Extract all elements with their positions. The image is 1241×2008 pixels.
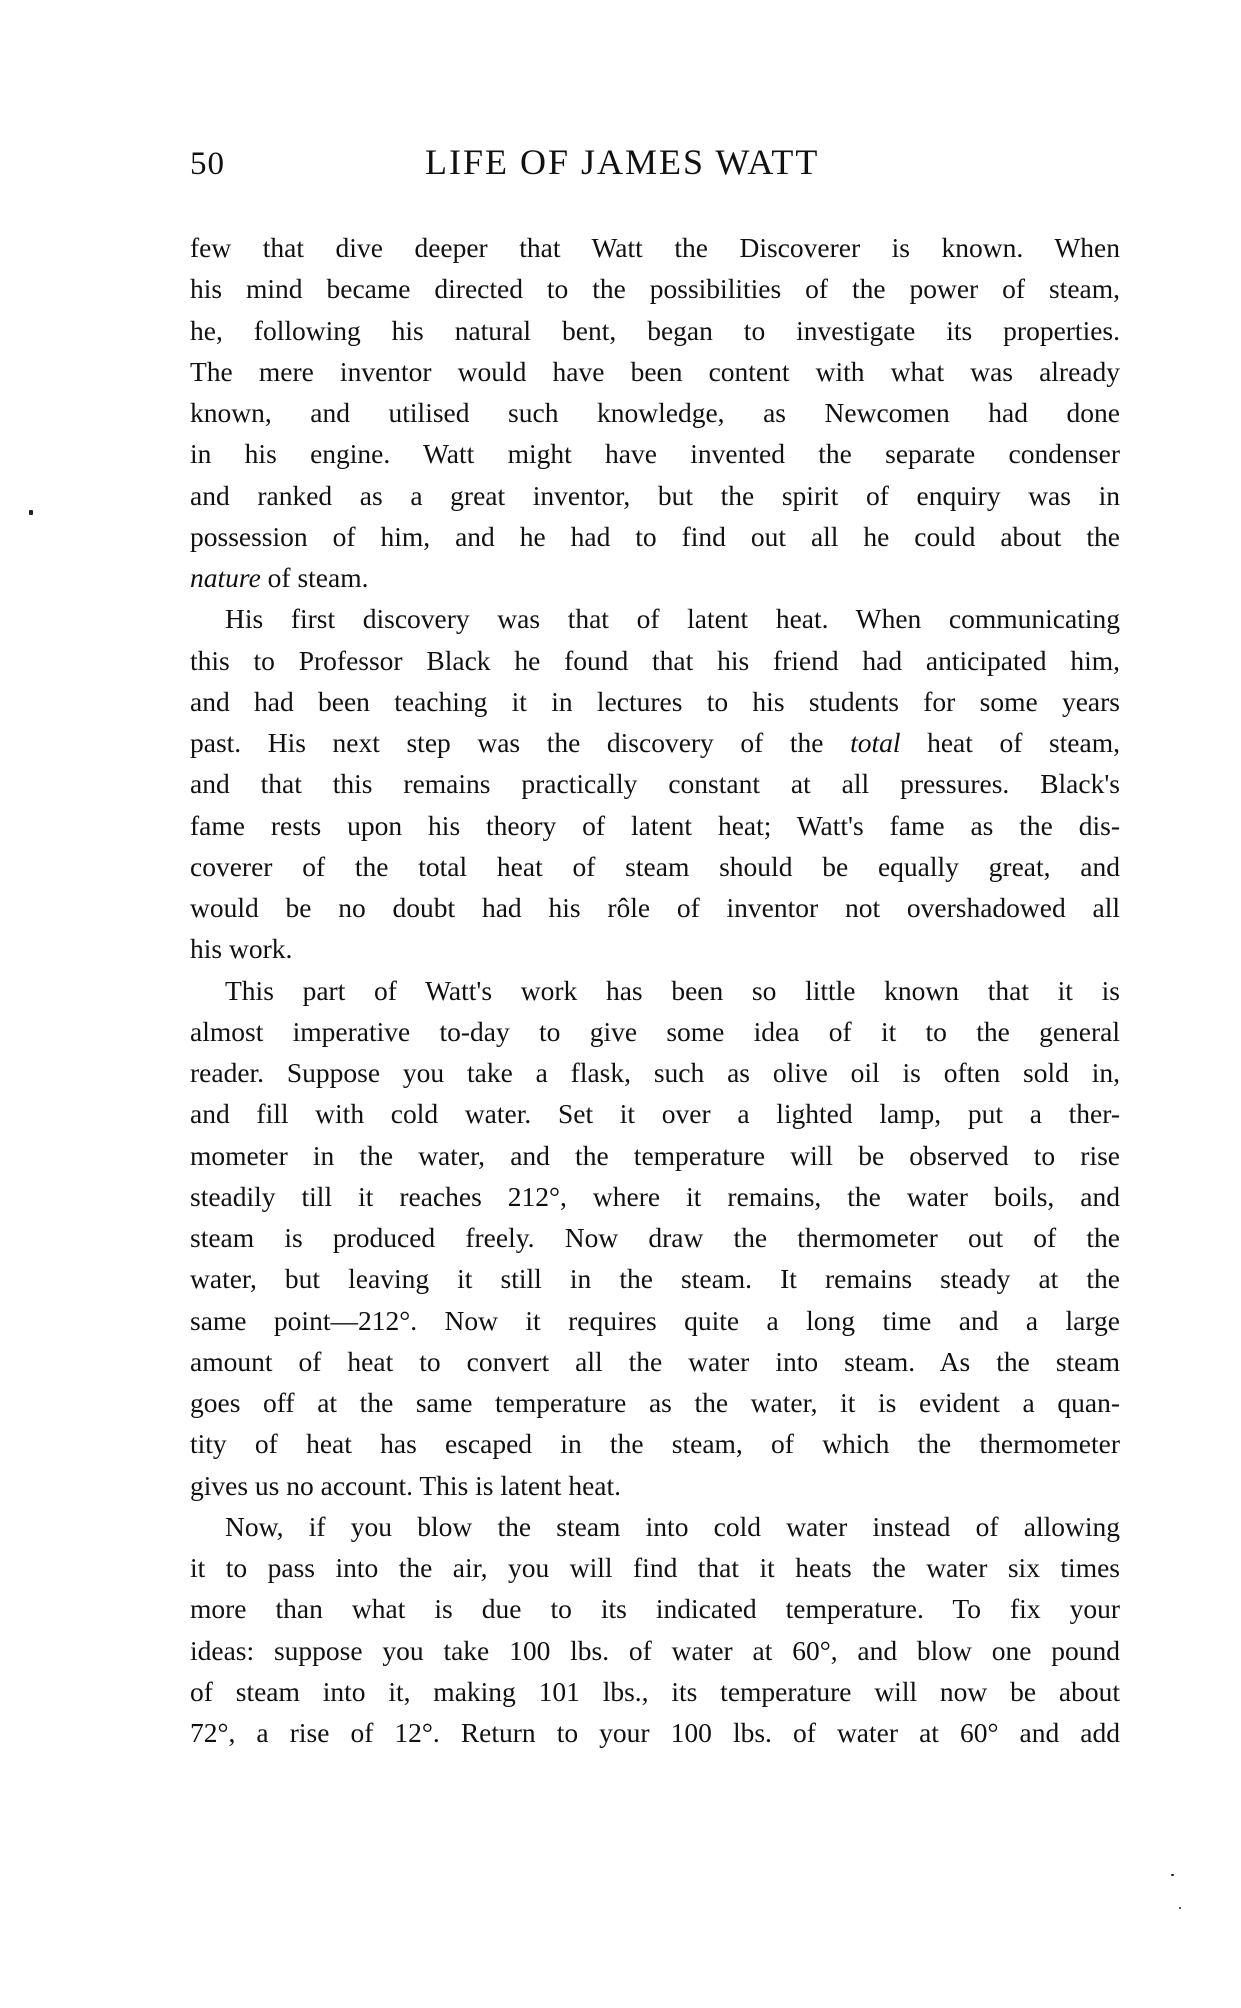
text-line: tity of heat has escaped in the steam, of which the thermometer	[190, 1428, 1120, 1460]
paragraph-2	[190, 598, 1120, 969]
text-line: few that dive deeper that Watt the Discoverer is known. When	[190, 232, 1120, 263]
text-line: amount of heat to convert all the water into steam. As the steam	[190, 1345, 1120, 1377]
text-line: it to pass into the air, you will find that it heats the water six times	[190, 1552, 1120, 1583]
text-line: gives us no account. This is latent heat.	[190, 1469, 622, 1501]
text-line: and fill with cold water. Set it over a lighted lamp, put a ther-	[190, 1098, 1120, 1130]
text-line: goes off at the same temperature as the water, it is evident a quan-	[190, 1387, 1120, 1418]
scan-speck	[29, 510, 33, 515]
text-line: 72°, a rise of 12°. Return to your 100 lbs. of water at 60° and add	[190, 1717, 1120, 1748]
text-line: and had been teaching it in lectures to his students for some years	[190, 685, 1120, 717]
text-line: This part of Watt's work has been so little known that it is	[225, 974, 1120, 1006]
text-fragment: of steam.	[260, 562, 369, 593]
text-line: would be no doubt had his rôle of inventor not overshadowed all	[190, 892, 1120, 923]
text-line: in his engine. Watt might have invented the separate condenser	[190, 438, 1120, 470]
scan-speck	[1171, 1874, 1174, 1876]
paragraph-1	[190, 227, 1120, 598]
text-line: possession of him, and he had to find out all he could about the	[190, 520, 1120, 552]
paragraph-3	[190, 970, 1120, 1506]
text-line: almost imperative to-day to give some idea of it to the general	[190, 1015, 1120, 1047]
text-line: and ranked as a great inventor, but the spirit of enquiry was in	[190, 479, 1120, 511]
text-line: fame rests upon his theory of latent heat; Watt's fame as the dis-	[190, 809, 1120, 841]
running-head	[190, 140, 1120, 184]
book-title: LIFE OF JAMES WATT	[425, 142, 820, 182]
text-fragment: past. His next step was the discovery of the	[190, 727, 851, 758]
body-text	[190, 227, 1120, 1753]
paragraph-4	[190, 1506, 1120, 1754]
text-line: his work.	[190, 933, 293, 965]
text-line: mometer in the water, and the temperature will be observed to rise	[190, 1139, 1120, 1171]
text-line: reader. Suppose you take a flask, such as olive oil is often sold in,	[190, 1057, 1120, 1088]
italic-word: total	[850, 727, 901, 758]
text-line: of steam into it, making 101 lbs., its temperature will now be about	[190, 1675, 1120, 1707]
text-line: His first discovery was that of latent heat. When communicating	[225, 603, 1120, 635]
text-line: The mere inventor would have been content with what was already	[190, 355, 1120, 387]
text-line	[190, 722, 1120, 763]
text-line: steadily till it reaches 212°, where it remains, the water boils, and	[190, 1180, 1120, 1212]
text-line: his mind became directed to the possibilities of the power of steam,	[190, 273, 1120, 305]
text-line: ideas: suppose you take 100 lbs. of water at 60°, and blow one pound	[190, 1634, 1120, 1666]
text-line: and that this remains practically constant at all pressures. Black's	[190, 768, 1120, 800]
text-line	[190, 557, 1120, 598]
text-line: he, following his natural bent, began to investigate its properties.	[190, 314, 1120, 346]
text-line: known, and utilised such knowledge, as Newcomen had done	[190, 397, 1120, 428]
text-line: Now, if you blow the steam into cold water instead of allowing	[225, 1510, 1120, 1542]
text-line: water, but leaving it still in the steam. It remains steady at the	[190, 1263, 1120, 1295]
scan-speck	[1179, 1907, 1181, 1909]
text-fragment: heat of steam,	[900, 727, 1120, 758]
text-line: more than what is due to its indicated temperature. To fix your	[190, 1593, 1120, 1625]
italic-word: nature	[190, 562, 261, 593]
text-line: this to Professor Black he found that his friend had anticipated him,	[190, 644, 1120, 676]
text-line: coverer of the total heat of steam should be equally great, and	[190, 850, 1120, 882]
page-number: 50	[190, 146, 225, 182]
text-line: same point—212°. Now it requires quite a long time and a large	[190, 1304, 1120, 1336]
text-line: steam is produced freely. Now draw the thermometer out of the	[190, 1222, 1120, 1253]
